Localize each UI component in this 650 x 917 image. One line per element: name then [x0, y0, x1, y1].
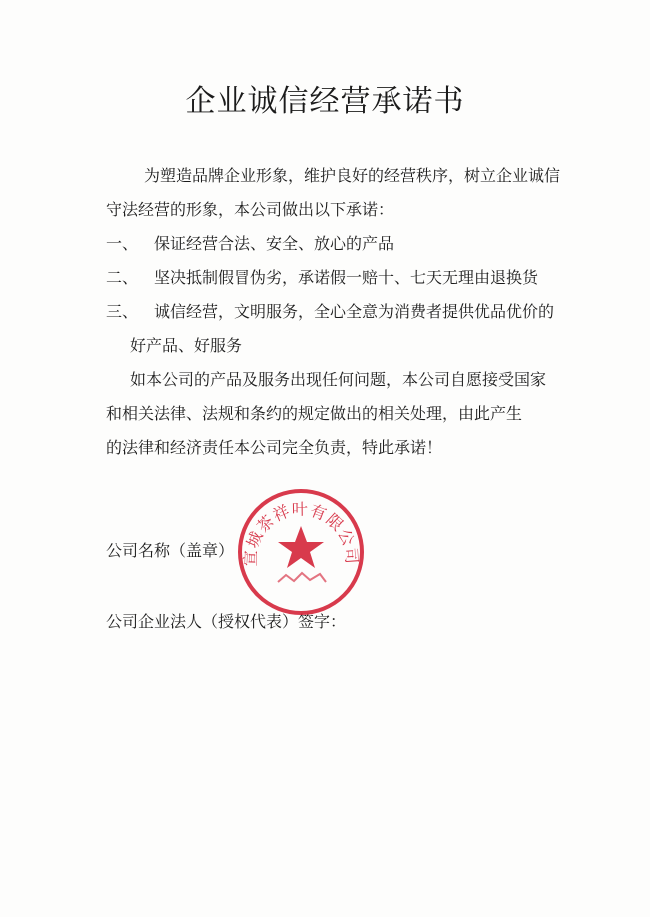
closing-line-2: 和相关法律、法规和条约的规定做出的相关处理，由此产生 — [106, 404, 523, 423]
seal-star-icon — [278, 526, 324, 568]
company-name-label: 公司名称（盖章） — [106, 541, 235, 560]
closing-line-3: 的法律和经济责任本公司完全负责，特此承诺！ — [106, 438, 443, 457]
company-seal — [236, 487, 366, 617]
item-2-text: 坚决抵制假冒伪劣，承诺假一赔十、七天无理由退换货 — [154, 268, 539, 287]
intro-line-2: 守法经营的形象，本公司做出以下承诺： — [106, 200, 395, 219]
signature-label: 公司企业法人（授权代表）签字： — [106, 612, 347, 631]
closing-line-1: 如本公司的产品及服务出现任何问题，本公司自愿接受国家 — [130, 370, 547, 389]
document-title: 企业诚信经营承诺书 — [185, 84, 465, 119]
item-3-text: 诚信经营，文明服务，全心全意为消费者提供优品优价的 — [154, 302, 555, 321]
item-3-number: 三、 — [106, 302, 139, 321]
seal-text: 宣城茶祥叶有限公司 — [240, 499, 362, 567]
item-3-text-continued: 好产品、好服务 — [130, 336, 243, 355]
item-1-text: 保证经营合法、安全、放心的产品 — [154, 234, 395, 253]
intro-line-1: 为塑造品牌企业形象，维护良好的经营秩序，树立企业诚信 — [144, 166, 561, 185]
item-2-number: 二、 — [106, 268, 139, 287]
item-1-number: 一、 — [106, 234, 139, 253]
